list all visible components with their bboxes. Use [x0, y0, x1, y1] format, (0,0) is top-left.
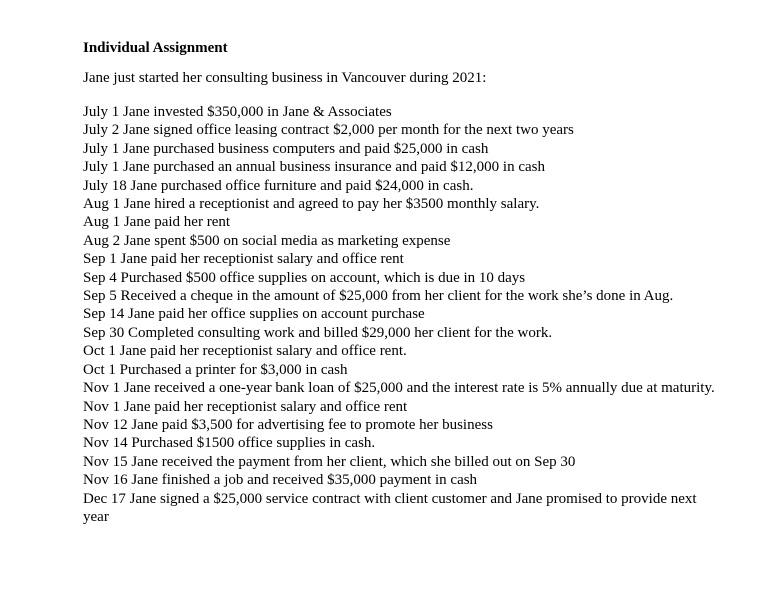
transaction-entry: Dec 17 Jane signed a $25,000 service contract with client customer and Jane promised to provide next year — [83, 490, 697, 525]
transaction-entry: July 1 Jane invested $350,000 in Jane & Associates — [83, 104, 392, 120]
transaction-entry: Nov 1 Jane paid her receptionist salary and office rent — [83, 398, 408, 415]
transaction-entry: Sep 1 Jane paid her receptionist salary and office rent — [83, 251, 404, 268]
transaction-entry: Nov 14 Purchased $1500 office supplies in cash. — [83, 435, 376, 452]
transaction-entry: Sep 5 Received a cheque in the amount of $25,000 from her client for the work she’s done in Aug. — [83, 288, 674, 305]
transaction-entry: July 1 Jane purchased an annual business insurance and paid $12,000 in cash — [83, 159, 545, 176]
document-title: Individual Assignment — [83, 40, 228, 56]
transaction-entry: Nov 15 Jane received the payment from her client, which she billed out on Sep 30 — [83, 453, 576, 470]
document-intro: Jane just started her consulting business in Vancouver during 2021: — [83, 70, 487, 86]
transaction-entry: July 18 Jane purchased office furniture and paid $24,000 in cash. — [83, 177, 474, 194]
transaction-entry: Aug 1 Jane paid her rent — [83, 214, 231, 231]
transaction-list — [83, 103, 723, 526]
transaction-entry: Nov 1 Jane received a one-year bank loan of $25,000 and the interest rate is 5% annually due at maturity. — [83, 380, 715, 397]
transaction-entry: Oct 1 Purchased a printer for $3,000 in cash — [83, 361, 348, 378]
transaction-entry: Sep 14 Jane paid her office supplies on account purchase — [83, 306, 425, 323]
transaction-entry: Aug 2 Jane spent $500 on social media as marketing expense — [83, 232, 451, 249]
transaction-entry: Sep 4 Purchased $500 office supplies on account, which is due in 10 days — [83, 269, 526, 286]
transaction-entry: Nov 12 Jane paid $3,500 for advertising fee to promote her business — [83, 416, 493, 433]
transaction-entry: July 1 Jane purchased business computers and paid $25,000 in cash — [83, 140, 489, 157]
transaction-entry: Sep 30 Completed consulting work and billed $29,000 her client for the work. — [83, 324, 553, 341]
transaction-entry: Oct 1 Jane paid her receptionist salary and office rent. — [83, 343, 407, 360]
transaction-entry: Aug 1 Jane hired a receptionist and agreed to pay her $3500 monthly salary. — [83, 196, 540, 213]
transaction-entry: July 2 Jane signed office leasing contract $2,000 per month for the next two years — [83, 122, 574, 139]
transaction-entry: Nov 16 Jane finished a job and received $35,000 payment in cash — [83, 472, 478, 489]
document-body — [83, 38, 723, 526]
